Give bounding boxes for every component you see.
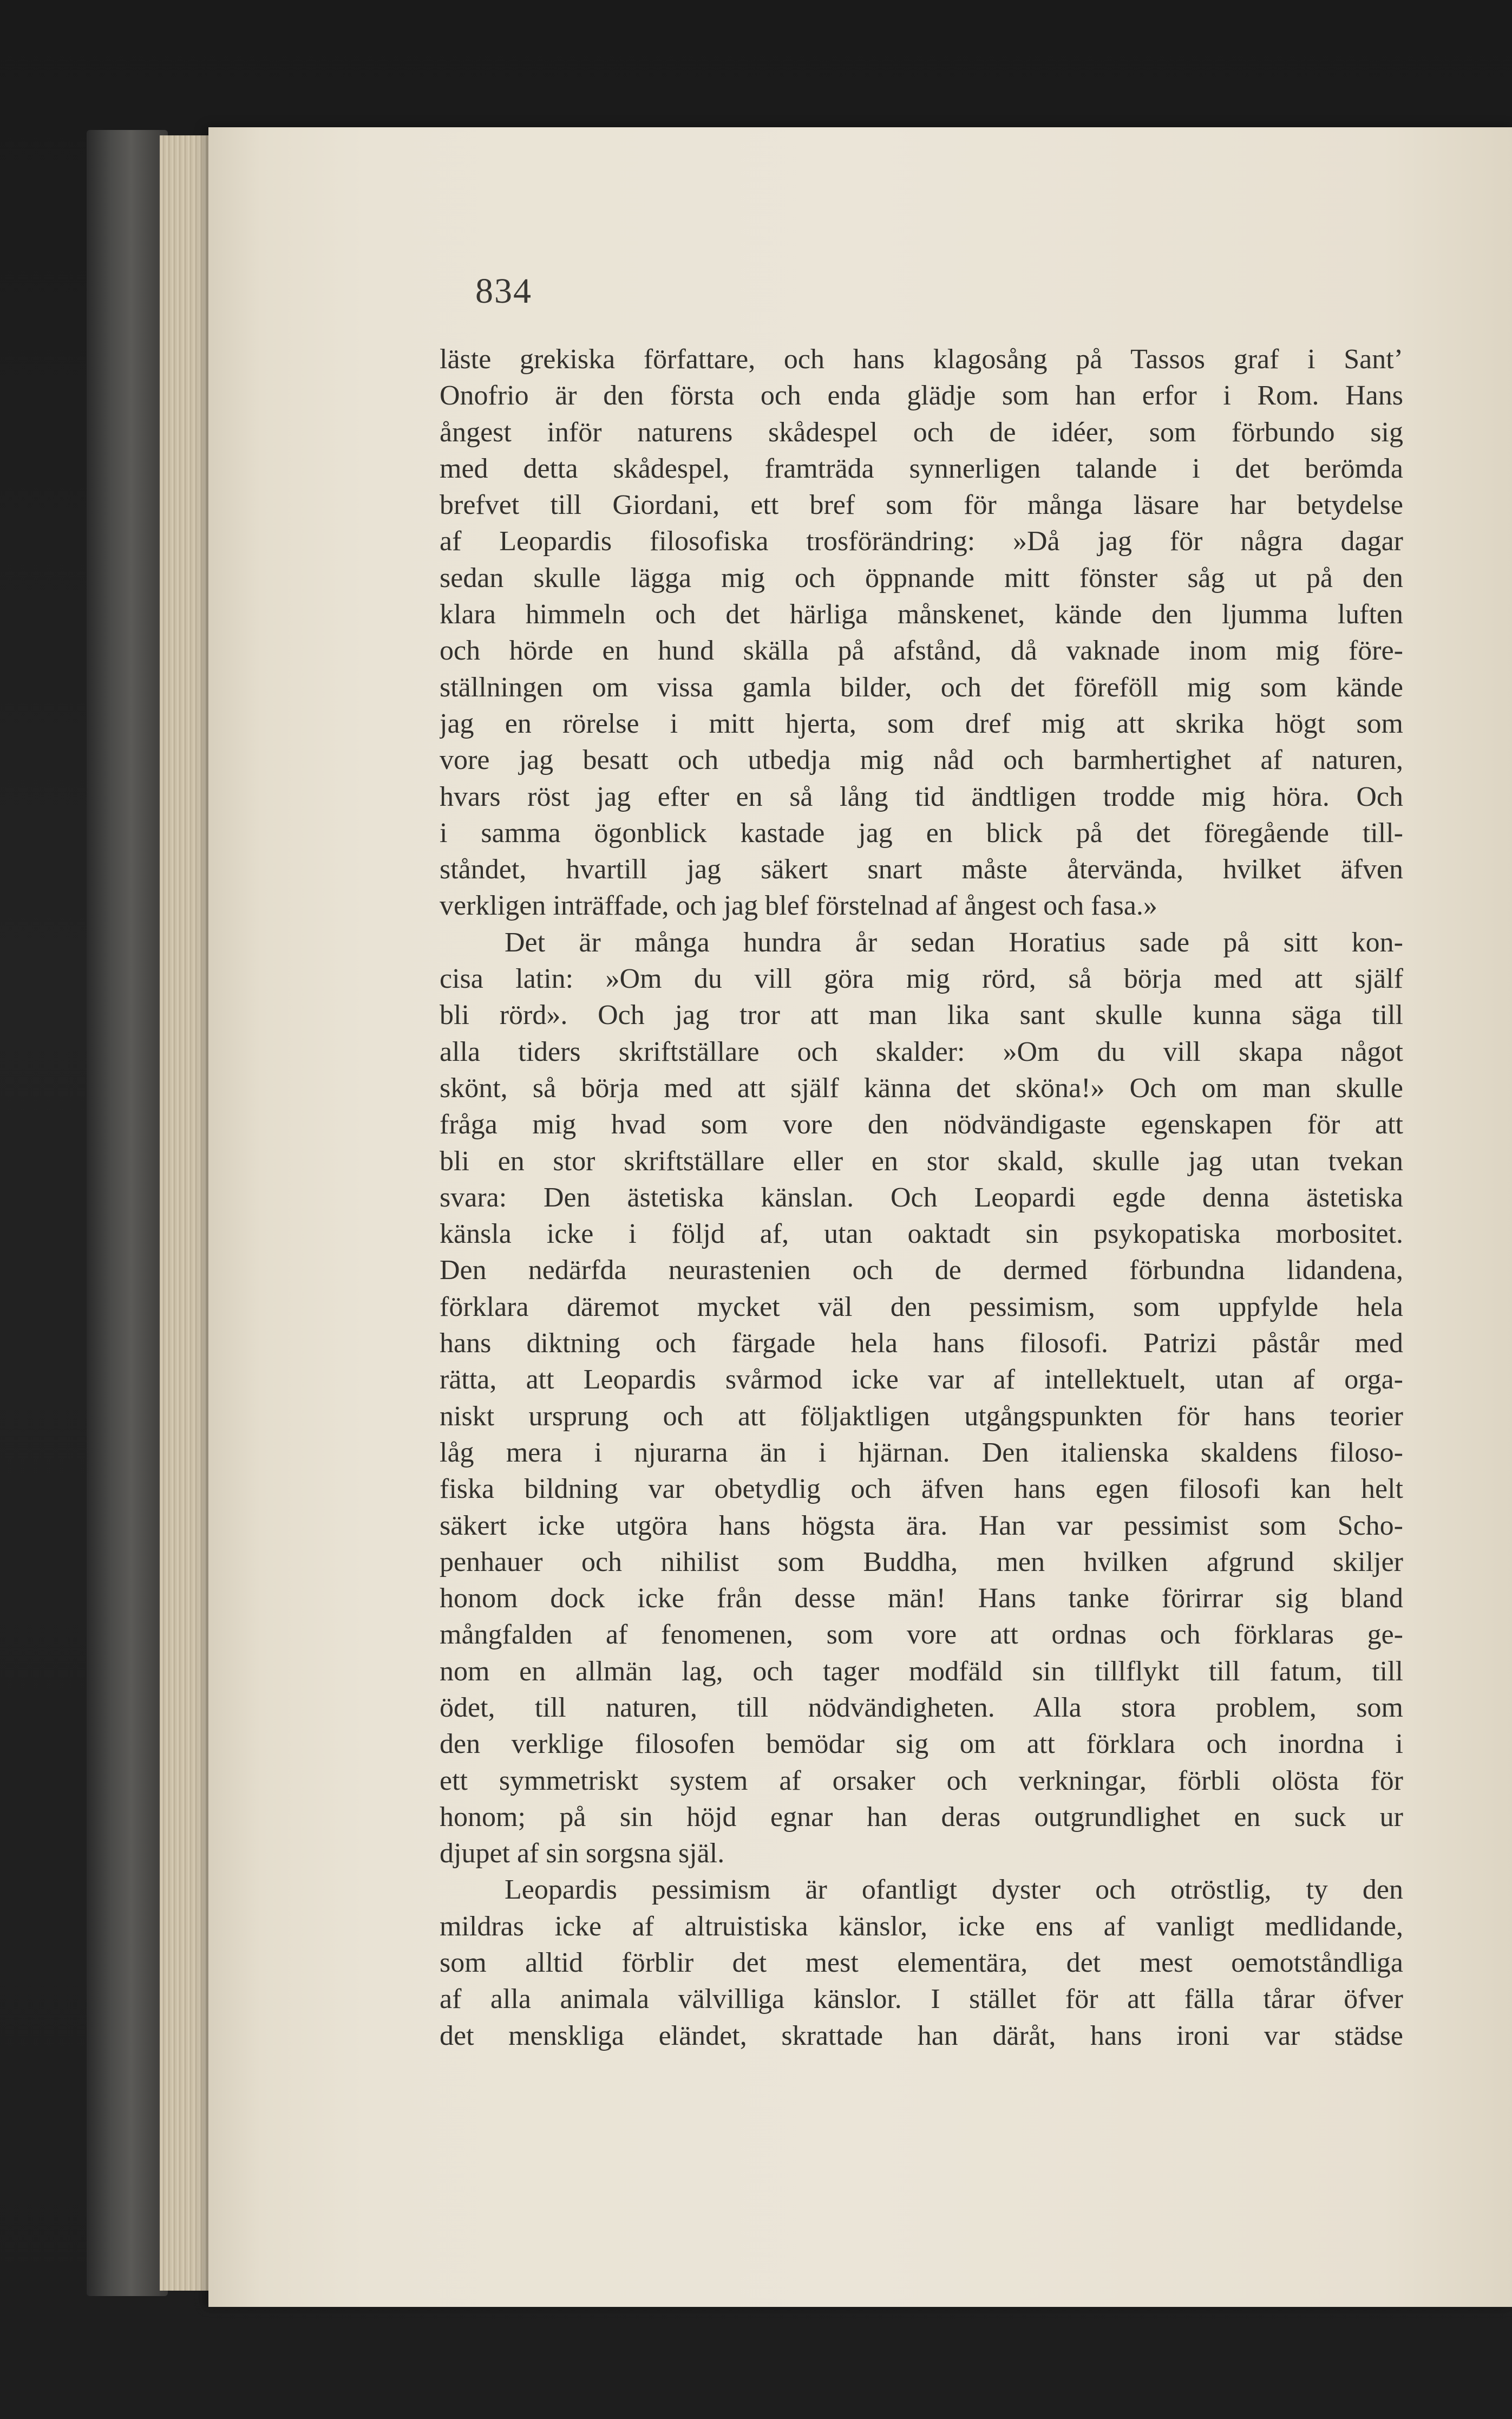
text-line: ödet, till naturen, till nödvändigheten. Alla stora problem, som xyxy=(440,1692,1403,1723)
text-line: verkligen inträffade, och jag blef förstelnad af ångest och fasa.» xyxy=(440,890,1157,922)
text-line: i samma ögonblick kastade jag en blick på det föregående till- xyxy=(440,817,1403,849)
text-line: djupet af sin sorgsna själ. xyxy=(440,1838,725,1869)
text-line: fiska bildning var obetydlig och äfven hans egen filosofi kan helt xyxy=(440,1473,1403,1505)
text-line: ställningen om vissa gamla bilder, och det föreföll mig som kände xyxy=(440,671,1403,703)
text-line: låg mera i njurarna än i hjärnan. Den italienska skaldens filoso- xyxy=(440,1437,1403,1468)
text-line: Onofrio är den första och enda glädje som han erfor i Rom. Hans xyxy=(440,380,1403,412)
text-line: hvars röst jag efter en så lång tid ändtligen trodde mig höra. Och xyxy=(440,781,1403,812)
text-line: läste grekiska författare, och hans klagosång på Tassos graf i Sant’ xyxy=(440,344,1403,375)
text-line: bli en stor skriftställare eller en stor skald, skulle jag utan tvekan xyxy=(440,1145,1403,1177)
text-line: känsla icke i följd af, utan oaktadt sin psykopatiska morbositet. xyxy=(440,1218,1403,1250)
text-line: ett symmetriskt system af orsaker och verkningar, förbli olösta för xyxy=(440,1765,1403,1796)
text-line: bli rörd». Och jag tror att man lika sant skulle kunna säga till xyxy=(440,1000,1403,1031)
text-line: fråga mig hvad som vore den nödvändigaste egenskapen för att xyxy=(440,1109,1403,1140)
book-spine xyxy=(87,130,168,2296)
text-line: niskt ursprung och att följaktligen utgångspunkten för hans teorier xyxy=(440,1400,1403,1432)
page-number: 834 xyxy=(475,271,532,311)
body-text xyxy=(440,341,1403,2054)
text-line: af Leopardis filosofiska trosförändring: »Då jag för några dagar xyxy=(440,526,1403,557)
text-line: mångfalden af fenomenen, som vore att ordnas och förklaras ge- xyxy=(440,1619,1403,1651)
text-line: penhauer och nihilist som Buddha, men hvilken afgrund skiljer xyxy=(440,1546,1403,1577)
text-line: mildras icke af altruistiska känslor, icke ens af vanligt medlidande, xyxy=(440,1911,1403,1942)
text-line: rätta, att Leopardis svårmod icke var af intellektuelt, utan af orga- xyxy=(440,1364,1403,1396)
text-line: brefvet till Giordani, ett bref som för många läsare har betydelse xyxy=(440,490,1403,521)
text-line: skönt, så börja med att själf känna det sköna!» Och om man skulle xyxy=(440,1072,1403,1104)
text-line: honom; på sin höjd egnar han deras outgrundlighet en suck ur xyxy=(440,1801,1403,1833)
text-line: Den nedärfda neurastenien och de dermed förbundna lidandena, xyxy=(440,1255,1403,1286)
text-line: det menskliga eländet, skrattade han däråt, hans ironi var städse xyxy=(440,2020,1403,2051)
text-line: och hörde en hund skälla på afstånd, då vaknade inom mig före- xyxy=(440,635,1403,667)
text-line: cisa latin: »Om du vill göra mig rörd, så börja med att själf xyxy=(440,963,1403,995)
text-line: nom en allmän lag, och tager modfäld sin tillflykt till fatum, till xyxy=(440,1655,1403,1687)
text-line: sedan skulle lägga mig och öppnande mitt fönster såg ut på den xyxy=(440,562,1403,594)
text-line: med detta skådespel, framträda synnerligen talande i det berömda xyxy=(440,453,1403,484)
text-line: jag en rörelse i mitt hjerta, som dref mig att skrika högt som xyxy=(440,708,1403,739)
text-line: klara himmeln och det härliga månskenet, kände den ljumma luften xyxy=(440,599,1403,630)
text-line: Leopardis pessimism är ofantligt dyster och otröstlig, ty den xyxy=(505,1874,1403,1906)
text-line: säkert icke utgöra hans högsta ära. Han var pessimist som Scho- xyxy=(440,1510,1403,1541)
text-line: honom dock icke från desse män! Hans tanke förirrar sig bland xyxy=(440,1583,1403,1614)
text-line: hans diktning och färgade hela hans filosofi. Patrizi påstår med xyxy=(440,1328,1403,1359)
text-line: som alltid förblir det mest elementära, det mest oemotståndliga xyxy=(440,1947,1403,1979)
text-line: af alla animala välvilliga känslor. I stället för att fälla tårar öfver xyxy=(440,1984,1403,2015)
text-line: vore jag besatt och utbedja mig nåd och barmhertighet af naturen, xyxy=(440,745,1403,776)
text-line: förklara däremot mycket väl den pessimism, som uppfylde hela xyxy=(440,1291,1403,1322)
text-line: Det är många hundra år sedan Horatius sade på sitt kon- xyxy=(505,927,1403,958)
text-line: ångest inför naturens skådespel och de idéer, som förbundo sig xyxy=(440,416,1403,448)
text-line: svara: Den ästetiska känslan. Och Leopardi egde denna ästetiska xyxy=(440,1182,1403,1213)
text-line: alla tiders skriftställare och skalder: »Om du vill skapa något xyxy=(440,1036,1403,1067)
text-line: ståndet, hvartill jag säkert snart måste återvända, hvilket äfven xyxy=(440,854,1403,885)
text-line: den verklige filosofen bemödar sig om att förklara och inordna i xyxy=(440,1729,1403,1760)
